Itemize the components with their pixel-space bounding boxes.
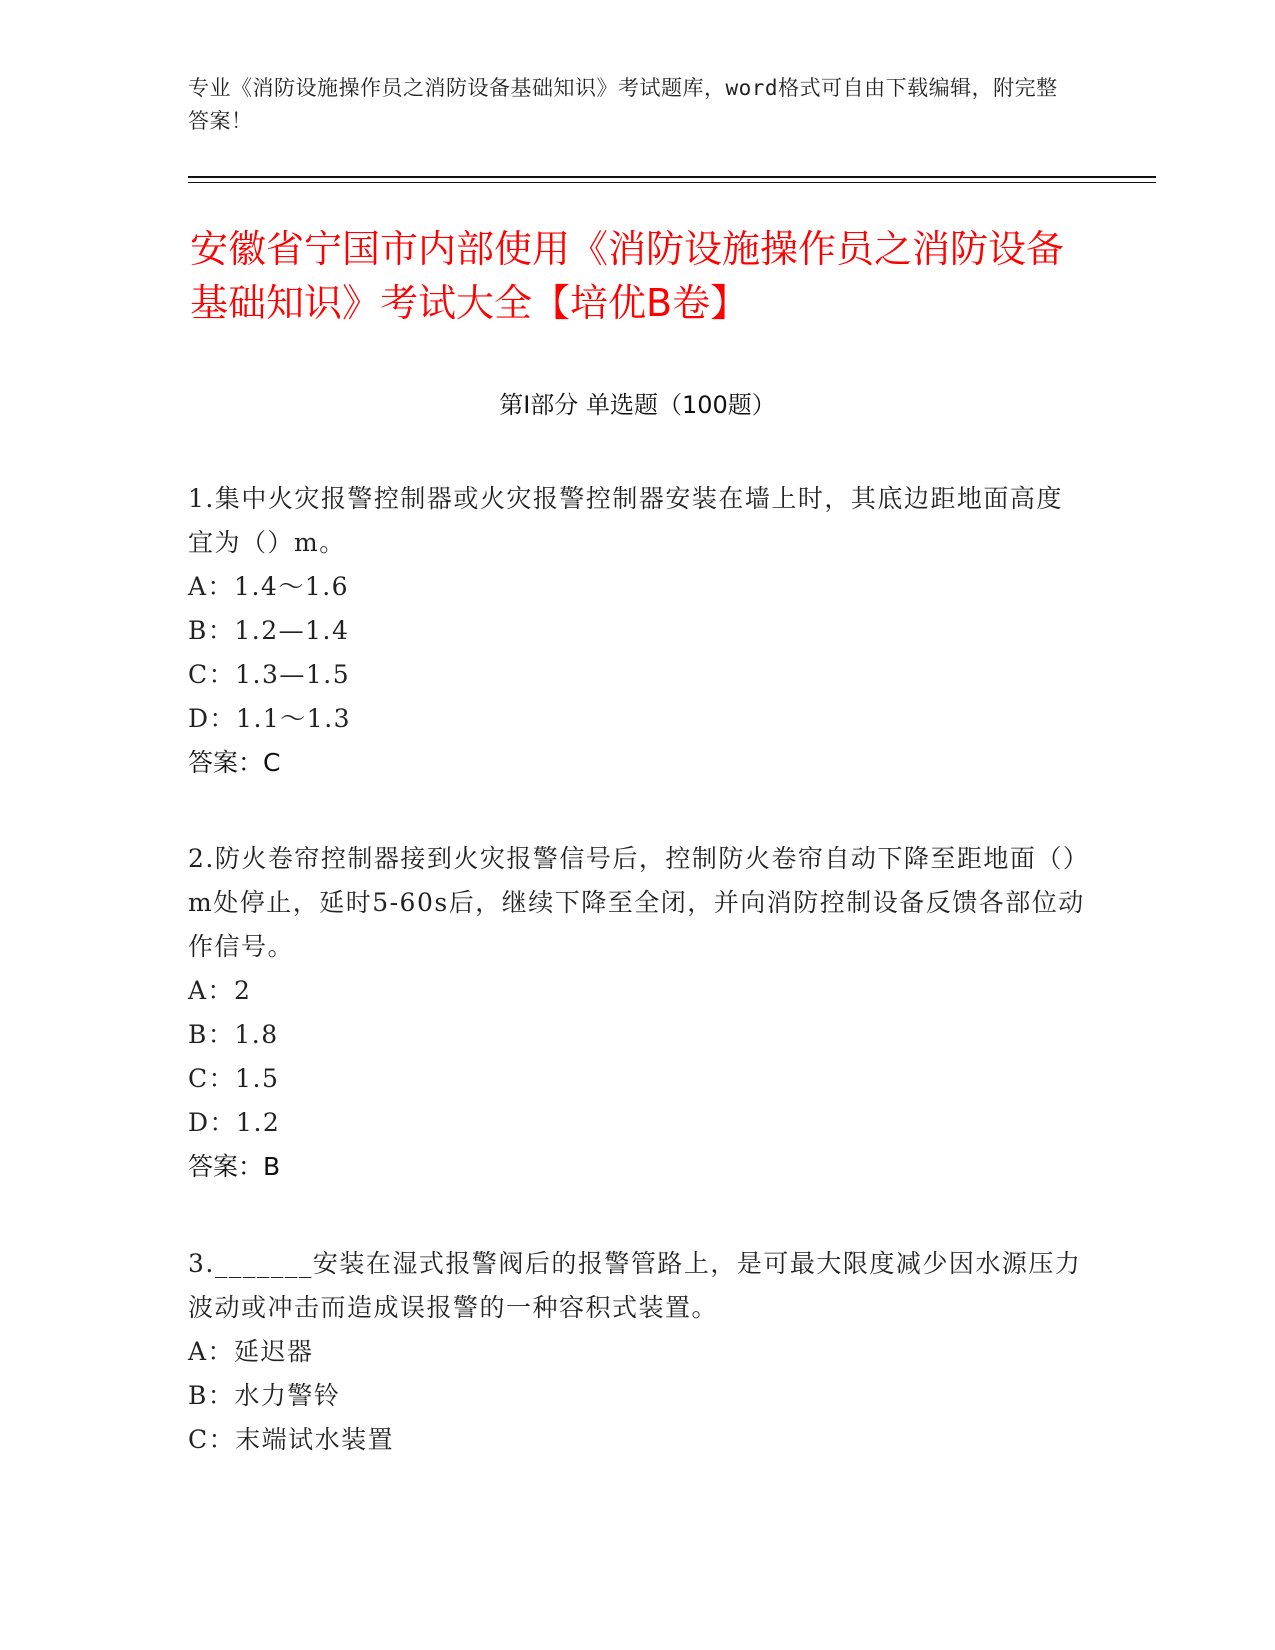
answer: 答案：C [188,748,281,777]
option-a: A：2 [188,976,252,1005]
option-d: D：1.1～1.3 [188,704,352,733]
option-b: B：1.2—1.4 [188,616,350,645]
question-3 [188,1242,1088,1462]
question-stem: 1.集中火灾报警控制器或火灾报警控制器安装在墙上时，其底边距地面高度宜为（）m。 [188,484,1063,557]
option-a: A：1.4～1.6 [188,572,350,601]
section-heading: 第I部分 单选题（100题） [499,391,776,419]
question-stem: 3._______安装在湿式报警阀后的报警管路上，是可最大限度减少因水源压力波动或冲击而造成误报警的一种容积式装置。 [188,1249,1082,1322]
header-rule [188,176,1156,178]
question-2 [188,837,1088,1189]
header-note: 专业《消防设施操作员之消防设备基础知识》考试题库，word格式可自由下载编辑，附完整答案！ [188,76,1058,133]
document-title: 安徽省宁国市内部使用《消防设施操作员之消防设备基础知识》考试大全【培优B卷】 [190,227,1065,325]
option-a: A：延迟器 [188,1337,314,1366]
option-c: C：1.3—1.5 [188,660,351,689]
answer: 答案：B [188,1152,281,1181]
question-1 [188,477,1088,785]
option-c: C：末端试水装置 [188,1425,395,1454]
header-rule-thin [188,182,1156,183]
option-b: B：水力警铃 [188,1381,341,1410]
option-d: D：1.2 [188,1108,281,1137]
option-c: C：1.5 [188,1064,280,1093]
option-b: B：1.8 [188,1020,279,1049]
question-stem: 2.防火卷帘控制器接到火灾报警信号后，控制防火卷帘自动下降至距地面（）m处停止，延时5-60s后，继续下降至全闭，并向消防控制设备反馈各部位动作信号。 [188,844,1085,961]
